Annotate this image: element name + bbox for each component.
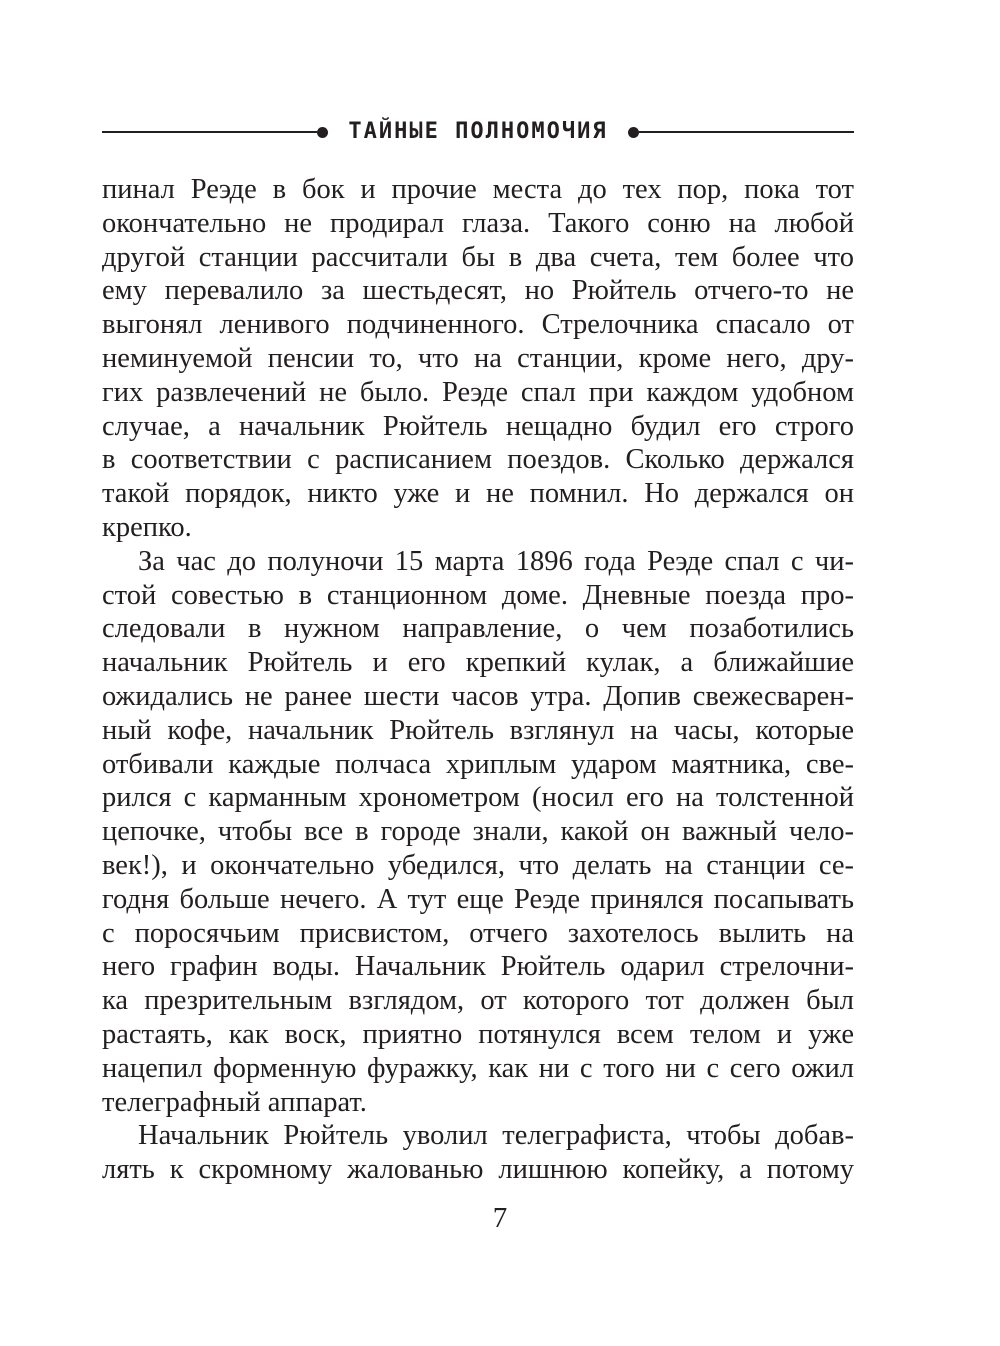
text-line: начальник Рюйтель и его крепкий кулак, а ближайшие	[102, 647, 854, 679]
text-line: ожидались не ранее шести часов утра. Допив свежесварен-	[102, 680, 854, 712]
text-line: цепочке, чтобы все в городе знали, какой он важный чело-	[102, 816, 854, 848]
text-line: в соответствии с расписанием поездов. Сколько держался	[102, 444, 854, 476]
running-head-rule-right	[639, 131, 854, 133]
text-line: него графин воды. Начальник Рюйтель одарил стрелочни-	[102, 951, 854, 983]
text-line: ему перевалило за шестьдесят, но Рюйтель отчего-то не	[102, 275, 854, 307]
text-line: следовали в нужном направление, о чем позаботились	[102, 613, 854, 645]
text-line: век!), и окончательно убедился, что делать на станции се-	[102, 849, 854, 881]
text-line: гих развлечений не было. Реэде спал при каждом удобном	[102, 376, 854, 408]
ornament-dot-right	[628, 127, 639, 138]
text-line: случае, а начальник Рюйтель нещадно будил его строго	[102, 410, 854, 442]
text-line: крепко.	[102, 511, 192, 543]
text-line: За час до полуночи 15 марта 1896 года Реэде спал с чи-	[138, 545, 854, 577]
running-head-rule-left	[102, 131, 317, 133]
text-line: растаять, как воск, приятно потянулся всем телом и уже	[102, 1018, 854, 1050]
page-number: 7	[492, 1202, 508, 1234]
body-text	[102, 173, 854, 1187]
text-line: рился с карманным хронометром (носил его на толстенной	[102, 782, 854, 814]
text-line: выгонял ленивого подчиненного. Стрелочника спасало от	[102, 309, 854, 341]
running-head-title: ТАЙНЫЕ ПОЛНОМОЧИЯ	[348, 119, 608, 144]
text-line: телеграфный аппарат.	[102, 1086, 367, 1118]
text-line: другой станции рассчитали бы в два счета, тем более что	[102, 241, 854, 273]
text-line: лять к скромному жалованью лишнюю копейку, а потому	[102, 1154, 854, 1186]
text-line: окончательно не продирал глаза. Такого соню на любой	[102, 207, 854, 239]
text-line: такой порядок, никто уже и не помнил. Но держался он	[102, 478, 854, 510]
text-line: ка презрительным взглядом, от которого тот должен был	[102, 985, 854, 1017]
ornament-dot-left	[317, 127, 328, 138]
text-line: пинал Реэде в бок и прочие места до тех пор, пока тот	[102, 174, 854, 205]
text-line: ный кофе, начальник Рюйтель взглянул на часы, которые	[102, 714, 854, 746]
text-line: нацепил форменную фуражку, как ни с того ни с сего ожил	[102, 1052, 854, 1084]
text-line: стой совестью в станционном доме. Дневные поезда про-	[102, 579, 854, 611]
text-line: годня больше нечего. А тут еще Реэде принялся посапывать	[102, 883, 854, 915]
running-head	[102, 118, 854, 146]
text-line: Начальник Рюйтель уволил телеграфиста, чтобы добав-	[138, 1120, 854, 1152]
text-line: неминуемой пенсии то, что на станции, кроме него, дру-	[102, 342, 854, 374]
text-line: отбивали каждые полчаса хриплым ударом маятника, све-	[102, 748, 854, 780]
text-line: с поросячьим присвистом, отчего захотелось вылить на	[102, 917, 854, 949]
